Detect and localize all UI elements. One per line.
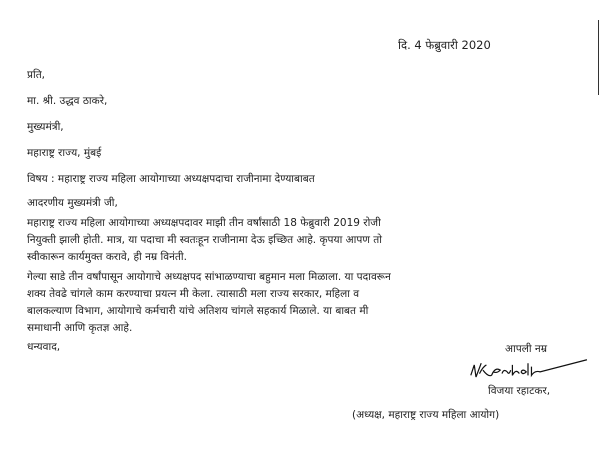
thanks: धन्यवाद, (27, 341, 61, 353)
paragraph1-line: स्वीकारून कार्यमुक्त करावे, ही नम्र विनंती. (27, 251, 187, 263)
addressee: मा. श्री. उद्धव ठाकरे, (27, 95, 108, 107)
signatory-title: (अध्यक्ष, महाराष्ट्र राज्य महिला आयोग) (352, 409, 500, 421)
signature-image (458, 358, 598, 384)
paragraph2-line: गेल्या साडे तीन वर्षांपासून आयोगाचे अध्यक्षपद सांभाळण्याचा बहुमान मला मिळाला. या पदावरून (27, 271, 391, 283)
page-edge (598, 20, 599, 95)
to-label: प्रति, (27, 69, 46, 81)
closing: आपली नम्र (505, 343, 547, 355)
paragraph2-line: बालकल्याण विभाग, आयोगाचे कर्मचारी यांचे अतिशय चांगले सहकार्य मिळाले. या बाबत मी (27, 305, 369, 317)
signatory-name: विजया रहाटकर, (488, 385, 551, 397)
subject: विषय : महाराष्ट्र राज्य महिला आयोगाच्या अध्यक्षपदाचा राजीनामा देण्याबाबत (27, 173, 315, 185)
addressee-designation: मुख्यमंत्री, (27, 121, 64, 133)
paragraph1-line: महाराष्ट्र राज्य महिला आयोगाच्या अध्यक्षपदावर माझी तीन वर्षांसाठी 18 फेब्रुवारी 2019 रोजी (27, 217, 381, 229)
letter-date: दि. 4 फेब्रुवारी 2020 (398, 38, 491, 52)
salutation: आदरणीय मुख्यमंत्री जी, (27, 197, 118, 209)
addressee-location: महाराष्ट्र राज्य, मुंबई (27, 147, 102, 159)
paragraph1-line: नियुक्ती झाली होती. मात्र, या पदाचा मी स्वतःहून राजीनामा देऊ इच्छित आहे. कृपया आपण तो (27, 234, 382, 246)
paragraph2-line: शक्य तेवढे चांगले काम करण्याचा प्रयत्न मी केला. त्यासाठी मला राज्य सरकार, महिला व (27, 288, 360, 300)
paragraph2-line: समाधानी आणि कृतज्ञ आहे. (27, 322, 133, 334)
